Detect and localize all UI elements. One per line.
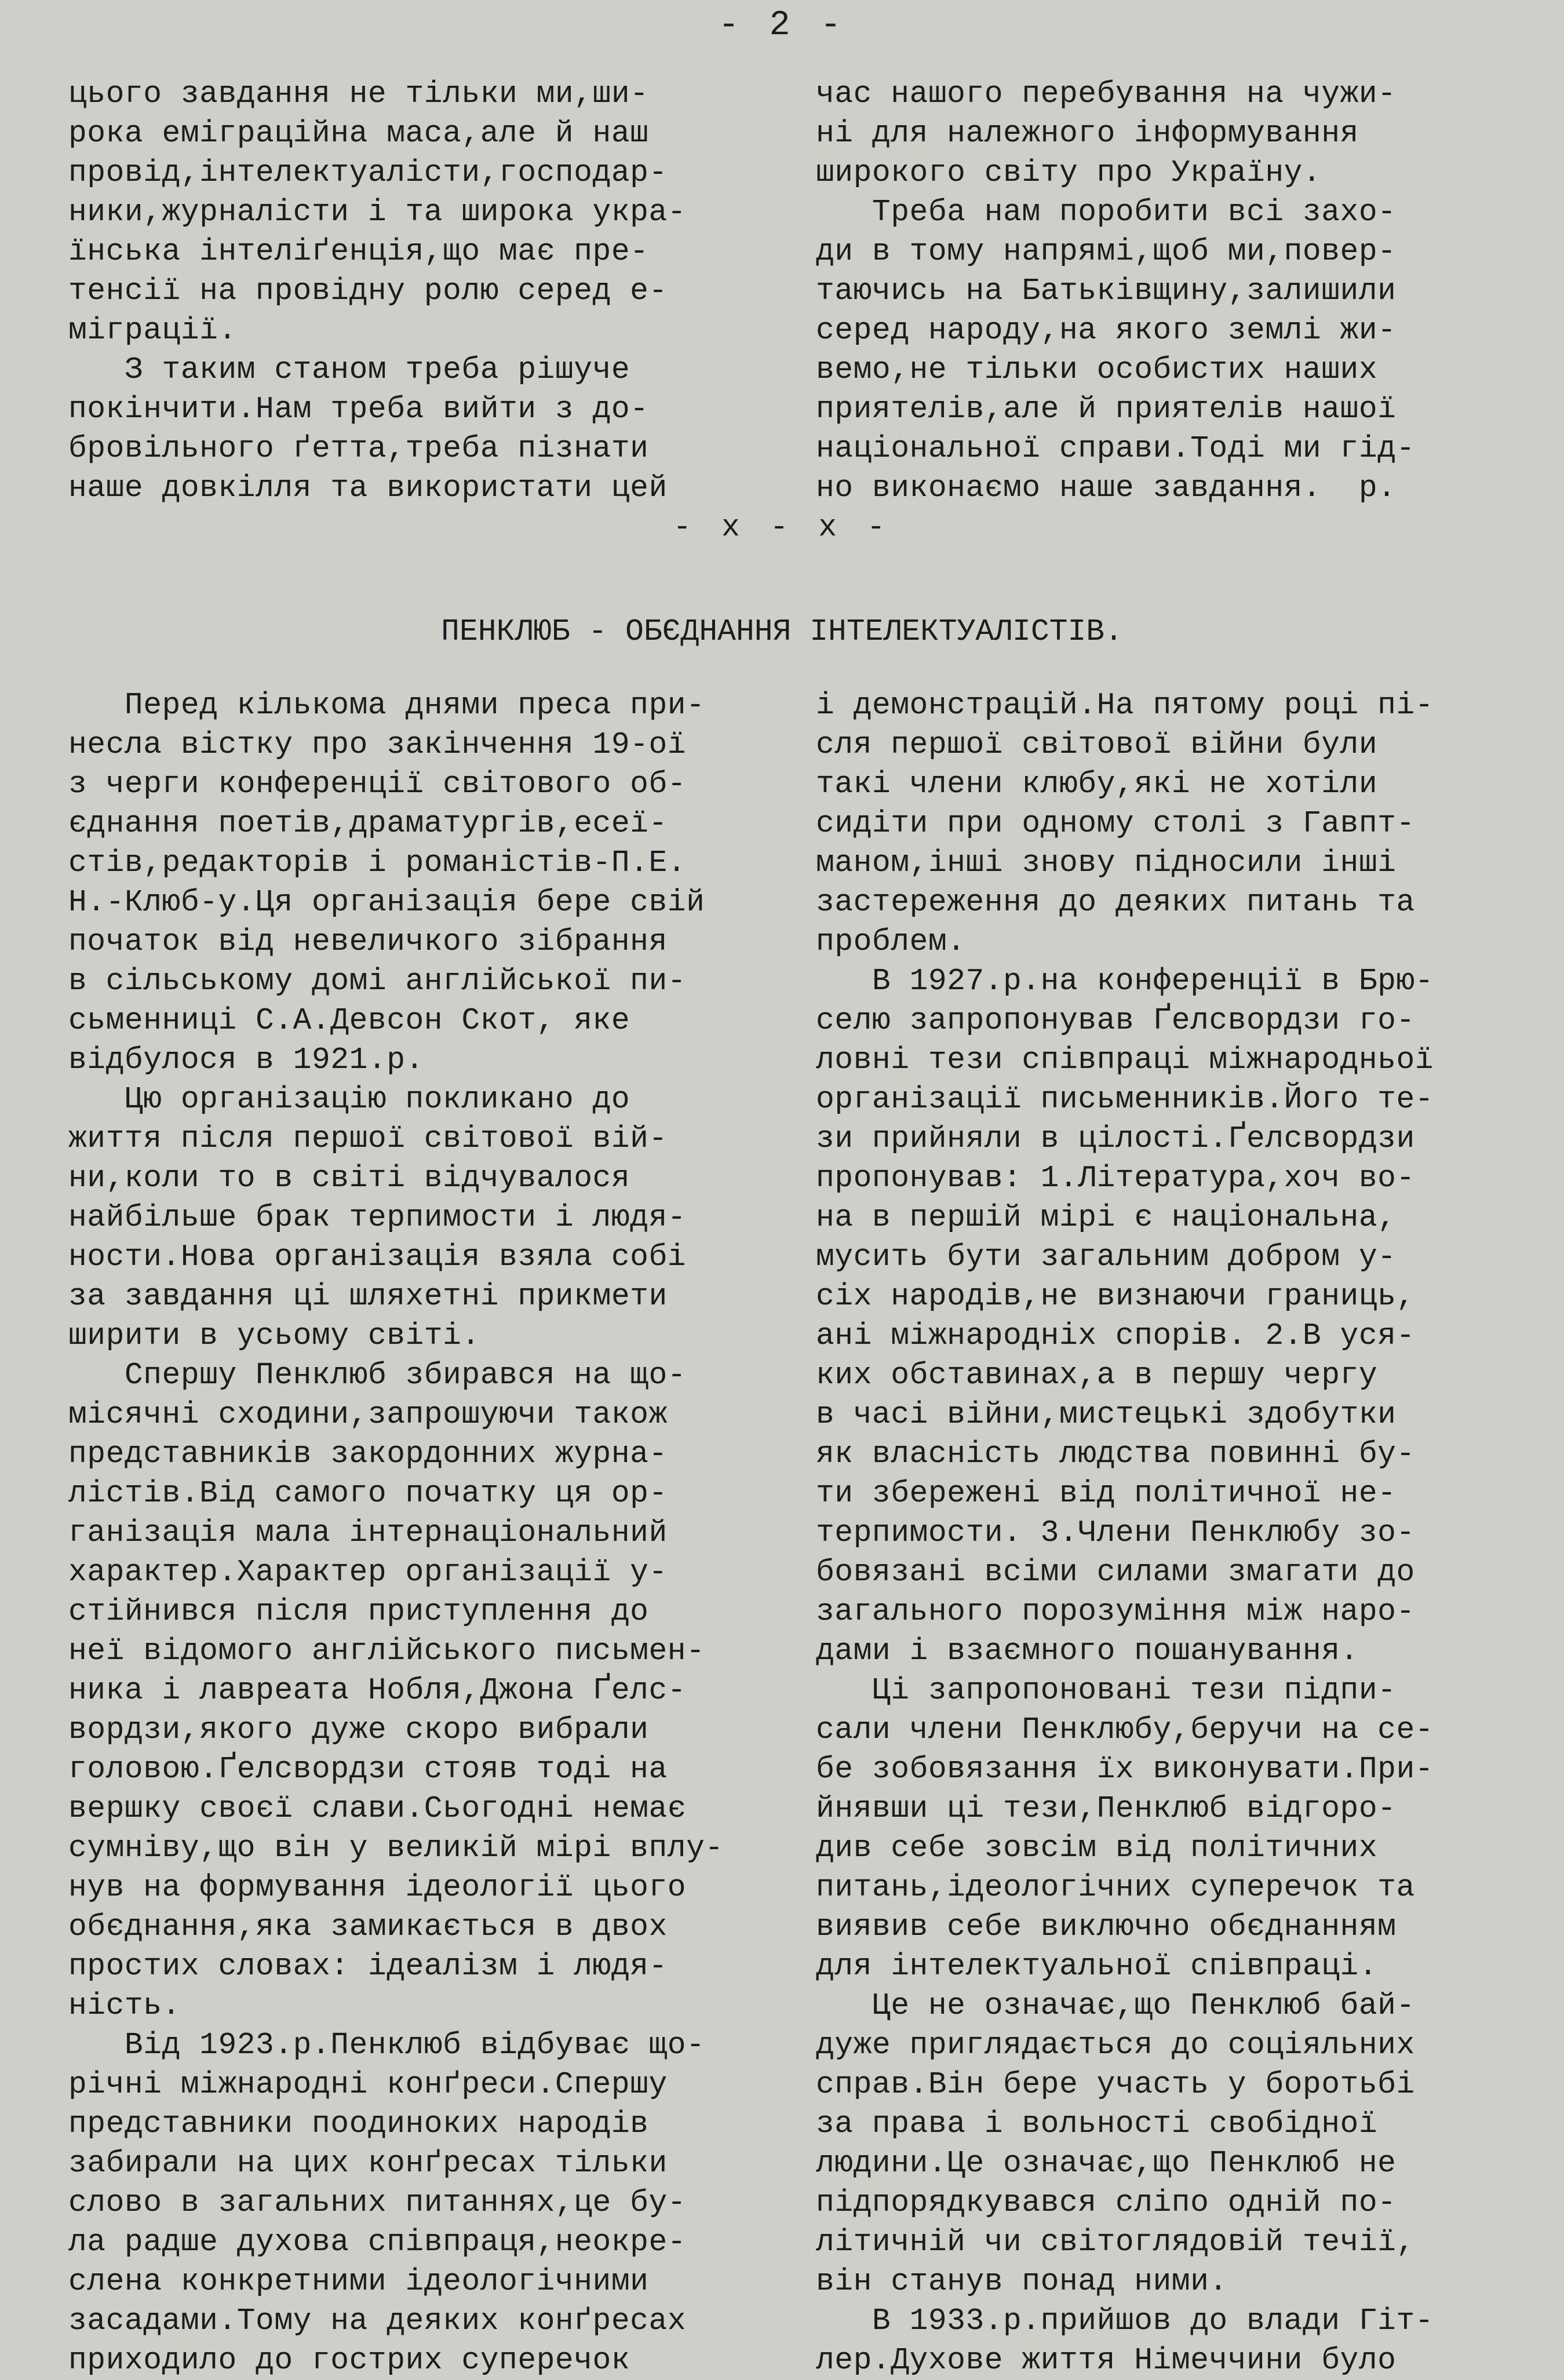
text-line: відбулося в 1921.р. [68,1043,424,1077]
text-line: сіх народів,не визнаючи границь, [816,1279,1415,1314]
text-line: Треба нам поробити всі захо- [816,195,1397,229]
text-line: Н.-Клюб-у.Ця організація бере свій [68,885,705,920]
text-line: проблем. [816,924,966,959]
text-line: на в першій мірі є національна, [816,1200,1397,1235]
article-left-column [68,686,724,2380]
text-line: серед народу,на якого землі жи- [816,313,1397,348]
text-line: тенсії на провідну ролю серед е- [68,274,668,308]
text-line: загального порозуміння між наро- [816,1594,1415,1629]
text-line: виявив себе виключно обєднанням [816,1909,1397,1944]
text-line: і демонстрацій.На пятому році пі- [816,688,1434,723]
top-right-column [816,74,1415,508]
text-line: В 1933.р.прийшов до влади Гіт- [816,2304,1434,2338]
text-line: стійнився після приступлення до [68,1594,649,1629]
text-line: лер.Духове життя Німеччини було [816,2343,1397,2378]
text-line: ганізація мала інтернаціональний [68,1515,668,1550]
text-line: сали члени Пенклюбу,беручи на се- [816,1712,1434,1747]
text-line: неї відомого англійського письмен- [68,1634,705,1668]
text-line: за права і вольності свобідної [816,2106,1378,2141]
page-number: - 2 - [718,6,846,45]
text-line: ких обставинах,а в першу чергу [816,1358,1378,1393]
text-line: приходило до гострих суперечок [68,2343,630,2378]
top-left-column [68,74,686,508]
text-line: ані міжнародніх спорів. 2.В уся- [816,1318,1415,1353]
text-line: ти збережені від політичної не- [816,1476,1397,1511]
text-line: ла радше духова співпраця,неокре- [68,2225,687,2259]
article-right-column [816,686,1434,2380]
text-line: для інтелектуальної співпраці. [816,1949,1378,1984]
text-line: бровільного ґетта,треба пізнати [68,431,649,466]
text-line: мусить бути загальним добром у- [816,1240,1397,1274]
text-line: В 1927.р.на конференції в Брю- [816,964,1434,998]
text-line: покінчити.Нам треба вийти з до- [68,392,649,427]
text-line: слово в загальних питаннях,це бу- [68,2185,687,2220]
text-line: сьменниці С.А.Девсон Скот, яке [68,1003,630,1038]
text-line: такі члени клюбу,які не хотіли [816,767,1378,801]
text-line: ники,журналісти і та широка укра- [68,195,687,229]
text-line: Спершу Пенклюб збирався на що- [68,1358,687,1393]
text-line: представники поодиноких народів [68,2106,649,2141]
text-line: характер.Характер організації у- [68,1555,668,1590]
text-line: людини.Це означає,що Пенклюб не [816,2146,1397,2181]
text-line: представників закордонних журна- [68,1437,668,1471]
text-line: Ці запропоновані тези підпи- [816,1673,1397,1708]
section-separator: - х - х - [673,510,891,545]
text-line: місячні сходини,запрошуючи також [68,1397,668,1432]
text-line: річні міжнародні конґреси.Спершу [68,2067,668,2102]
text-line: стів,редакторів і романістів-П.Е. [68,845,687,880]
text-line: ника і лавреата Нобля,Джона Ґелс- [68,1673,687,1708]
text-line: нув на формування ідеології цього [68,1870,687,1905]
text-line: рока еміграційна маса,але й наш [68,116,649,151]
text-line: таючись на Батьківщину,залишили [816,274,1397,308]
text-line: провід,інтелектуалісти,господар- [68,155,668,190]
text-line: селю запропонував Ґелсвордзи го- [816,1003,1415,1038]
text-line: сумніву,що він у великій мірі вплу- [68,1831,724,1865]
text-line: З таким станом треба рішуче [68,352,630,387]
text-line: простих словах: ідеалізм і людя- [68,1949,668,1984]
text-line: ности.Нова організація взяла собі [68,1240,687,1274]
text-line: вордзи,якого дуже скоро вибрали [68,1712,649,1747]
text-line: засадами.Тому на деяких конґресах [68,2304,687,2338]
text-line: в сільському домі англійської пи- [68,964,687,998]
text-line: дами і взаємного пошанування. [816,1634,1359,1668]
text-line: ність. [68,1988,181,2023]
text-line: сля першої світової війни були [816,727,1378,762]
text-line: маном,інші знову підносили інші [816,845,1397,880]
text-line: лістів.Від самого початку ця ор- [68,1476,668,1511]
text-line: початок від невеличкого зібрання [68,924,668,959]
text-line: бовязані всіми силами змагати до [816,1555,1415,1590]
text-line: в часі війни,мистецькі здобутки [816,1397,1397,1432]
text-line: Від 1923.р.Пенклюб відбуває що- [68,2028,705,2062]
text-line: найбільше брак терпимости і людя- [68,1200,687,1235]
text-line: забирали на цих конґресах тільки [68,2146,668,2181]
text-line: обєднання,яка замикається в двох [68,1909,668,1944]
text-line: Це не означає,що Пенклюб бай- [816,1988,1415,2023]
text-line: зи прийняли в цілості.Ґелсвордзи [816,1121,1415,1156]
text-line: йнявши ці тези,Пенклюб відгоро- [816,1791,1397,1826]
text-line: наше довкілля та використати цей [68,471,668,505]
text-line: як власність людства повинні бу- [816,1437,1415,1471]
text-line: застереження до деяких питань та [816,885,1415,920]
text-line: дуже приглядається до соціяльних [816,2028,1415,2062]
text-line: організації письменників.Його те- [816,1082,1434,1117]
text-line: широкого світу про Україну. [816,155,1322,190]
text-line: з черги конференції світового об- [68,767,687,801]
text-line: їнська інтеліґенція,що має пре- [68,234,649,269]
text-line: цього завдання не тільки ми,ши- [68,76,649,111]
text-line: Цю організацію покликано до [68,1082,630,1117]
text-line: сидіти при одному столі з Гавпт- [816,806,1415,841]
article-title: ПЕНКЛЮБ - ОБЄДНАННЯ ІНТЕЛЕКТУАЛІСТІВ. [441,614,1123,649]
text-line: приятелів,але й приятелів нашої [816,392,1397,427]
text-line: бе зобовязання їх виконувати.При- [816,1752,1434,1787]
text-line: питань,ідеологічних суперечок та [816,1870,1415,1905]
text-line: він станув понад ними. [816,2264,1228,2299]
text-line: ні для належного інформування [816,116,1359,151]
text-line: літичній чи світоглядовій течії, [816,2225,1415,2259]
text-line: національної справи.Тоді ми гід- [816,431,1415,466]
text-line: єднання поетів,драматургів,есеї- [68,806,668,841]
text-line: життя після першої світової вій- [68,1121,668,1156]
text-line: терпимости. 3.Члени Пенклюбу зо- [816,1515,1415,1550]
text-line: див себе зовсім від політичних [816,1831,1378,1865]
text-line: головою.Ґелсвордзи стояв тоді на [68,1752,668,1787]
text-line: ни,коли то в світі відчувалося [68,1161,630,1196]
text-line: несла вістку про закінчення 19-ої [68,727,687,762]
text-line: ширити в усьому світі. [68,1318,480,1353]
text-line: за завдання ці шляхетні прикмети [68,1279,668,1314]
text-line: міграції. [68,313,237,348]
text-line: ловні тези співпраці міжнародньої [816,1043,1434,1077]
text-line: справ.Він бере участь у боротьбі [816,2067,1415,2102]
text-line: вемо,не тільки особистих наших [816,352,1378,387]
text-line: підпорядкувався сліпо одній по- [816,2185,1397,2220]
text-line: Перед кількома днями преса при- [68,688,705,723]
text-line: вершку своєї слави.Сьогодні немає [68,1791,687,1826]
text-line: час нашого перебування на чужи- [816,76,1397,111]
text-line: слена конкретними ідеологічними [68,2264,649,2299]
text-line: ди в тому напрямі,щоб ми,повер- [816,234,1397,269]
text-line: пропонував: 1.Література,хоч во- [816,1161,1415,1196]
text-line: но виконаємо наше завдання. р. [816,471,1397,505]
